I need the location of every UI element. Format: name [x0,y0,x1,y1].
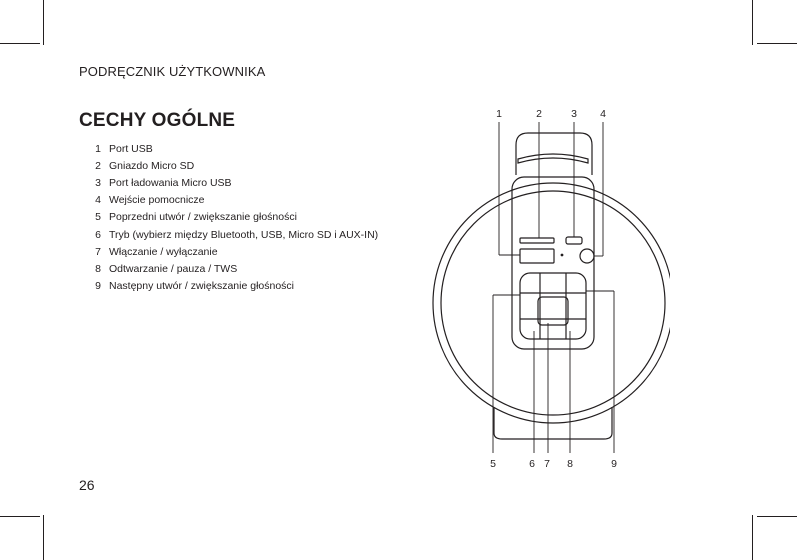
list-item [80,278,378,295]
feature-list [80,140,378,295]
item-number: 6 [95,228,101,241]
callout-4: 4 [600,108,606,120]
item-label: Poprzedni utwór / zwiększanie głośności [109,211,297,224]
usb-port [520,238,554,243]
callout-7: 7 [544,458,550,470]
crop-mark [0,516,40,517]
crop-mark [43,515,44,560]
item-label: Port ładowania Micro USB [109,176,232,189]
crop-mark [757,516,797,517]
item-label: Gniazdo Micro SD [109,159,195,172]
item-number: 3 [95,176,101,189]
led-indicator [561,254,563,256]
item-label: Następny utwór / zwiększanie głośności [109,280,295,293]
callout-3: 3 [571,108,577,120]
manual-header: PODRĘCZNIK UŻYTKOWNIKA [79,64,266,79]
item-number: 8 [95,262,101,275]
crop-mark [0,43,40,44]
list-item [80,174,378,191]
list-item [80,157,378,174]
list-item [80,260,378,277]
speaker-diagram [420,105,670,475]
aux-jack [580,249,594,263]
crop-mark [43,0,44,45]
sd-slot [520,249,554,263]
item-number: 9 [95,280,101,293]
crop-mark [752,515,753,560]
micro-usb-port [566,237,582,244]
list-item [80,209,378,226]
item-label: Wejście pomocnicze [109,194,205,207]
list-item [80,140,378,157]
item-label: Port USB [109,142,153,155]
speaker-outer-ring [433,183,670,423]
crop-mark [757,43,797,44]
callout-2: 2 [536,108,542,120]
item-label: Tryb (wybierz między Bluetooth, USB, Micro SD i AUX-IN) [109,228,379,241]
item-number: 7 [95,245,101,258]
crop-mark [752,0,753,45]
item-number: 2 [95,159,101,172]
item-number: 1 [95,142,101,155]
button-pad [520,273,586,339]
callout-9: 9 [611,458,617,470]
item-label: Odtwarzanie / pauza / TWS [109,262,238,275]
section-title: CECHY OGÓLNE [79,110,236,131]
handle-grip [518,154,588,163]
item-label: Włączanie / wyłączanie [109,245,218,258]
item-number: 4 [95,194,101,207]
callout-1: 1 [496,108,502,120]
speaker-inner-ring [441,191,665,415]
list-item [80,226,378,243]
power-button [538,297,568,325]
item-number: 5 [95,211,101,224]
callout-6: 6 [529,458,535,470]
list-item [80,192,378,209]
page-number: 26 [79,477,95,493]
callout-5: 5 [490,458,496,470]
list-item [80,243,378,260]
callout-8: 8 [567,458,573,470]
